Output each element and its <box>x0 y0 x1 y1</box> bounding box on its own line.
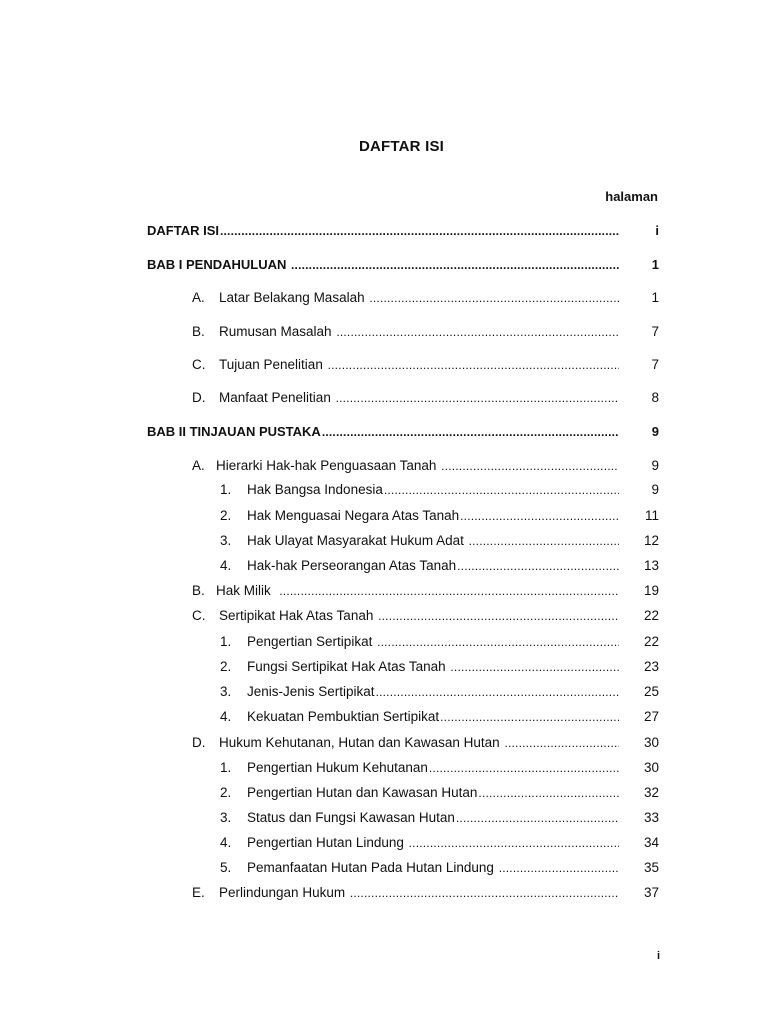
toc-dot-leader <box>429 761 619 775</box>
toc-entry-label: Hukum Kehutanan, Hutan dan Kawasan Hutan <box>219 735 504 750</box>
toc-entry <box>192 357 659 375</box>
toc-dot-leader <box>440 710 619 724</box>
toc-entry-marker: 1. <box>220 482 232 497</box>
footer-page-number: i <box>656 950 660 962</box>
toc-entry-page-number: 9 <box>651 482 659 497</box>
toc-entry <box>192 390 659 408</box>
toc-entry-marker: 1. <box>220 634 232 649</box>
toc-entry <box>220 709 659 727</box>
toc-entry <box>220 659 659 677</box>
toc-dot-leader <box>441 459 619 473</box>
toc-entry-label: Perlindungan Hukum <box>219 885 349 900</box>
toc-entry <box>192 290 659 308</box>
toc-entry-page-number: 8 <box>651 390 659 405</box>
toc-entry-page-number: 9 <box>651 424 659 439</box>
toc-entry-label: DAFTAR ISI <box>147 223 219 238</box>
toc-entry-marker: 2. <box>220 508 232 523</box>
toc-entry-label: Status dan Fungsi Kawasan Hutan <box>247 810 455 825</box>
toc-entry-page-number: 32 <box>643 785 659 800</box>
toc-dot-leader <box>499 861 619 875</box>
toc-entry <box>220 684 659 702</box>
toc-entry-page-number: 7 <box>651 357 659 372</box>
page-title: DAFTAR ISI <box>358 138 445 155</box>
toc-entry-page-number: 1 <box>651 290 659 305</box>
toc-entry-marker: 3. <box>220 533 232 548</box>
toc-entry <box>147 424 659 442</box>
toc-entry <box>192 583 659 601</box>
toc-entry-marker: C. <box>192 608 206 623</box>
toc-entry-marker: D. <box>192 390 206 405</box>
toc-entry <box>220 785 659 803</box>
toc-dot-leader <box>291 258 619 272</box>
toc-entry-marker: 4. <box>220 558 232 573</box>
toc-entry-label: Hak Bangsa Indonesia <box>247 482 383 497</box>
toc-entry-label: Pengertian Sertipikat <box>247 634 377 649</box>
toc-entry-label: Rumusan Masalah <box>219 324 336 339</box>
toc-entry-marker: 2. <box>220 785 232 800</box>
toc-entry-label: BAB I PENDAHULUAN <box>147 257 290 272</box>
toc-entry-label: Fungsi Sertipikat Hak Atas Tanah <box>247 659 450 674</box>
toc-dot-leader <box>460 509 619 523</box>
toc-entry <box>220 533 659 551</box>
toc-entry-marker: 4. <box>220 709 232 724</box>
toc-entry-label: Pengertian Hutan dan Kawasan Hutan <box>247 785 478 800</box>
toc-dot-leader <box>336 325 619 339</box>
toc-dot-leader <box>456 811 619 825</box>
toc-entry-label: Hierarki Hak-hak Penguasaan Tanah <box>216 458 441 473</box>
toc-entry <box>147 257 659 275</box>
toc-dot-leader <box>384 483 619 497</box>
toc-dot-leader <box>409 836 619 850</box>
toc-entry-label: Kekuatan Pembuktian Sertipikat <box>247 709 440 724</box>
toc-dot-leader <box>469 534 619 548</box>
toc-entry-label: BAB II TINJAUAN PUSTAKA <box>147 424 321 439</box>
toc-entry-marker: 4. <box>220 835 232 850</box>
toc-entry-marker: C. <box>192 357 206 372</box>
toc-entry-label: Pemanfaatan Hutan Pada Hutan Lindung <box>247 860 498 875</box>
toc-entry <box>147 223 659 241</box>
toc-entry-page-number: i <box>655 223 659 238</box>
toc-entry-label: Latar Belakang Masalah <box>219 290 369 305</box>
toc-entry-label: Manfaat Penelitian <box>219 390 335 405</box>
toc-dot-leader <box>376 685 619 699</box>
toc-entry-marker: 1. <box>220 760 232 775</box>
toc-entry-label: Hak Milik <box>216 583 279 598</box>
toc-dot-leader <box>478 786 619 800</box>
toc-entry-label: Jenis-Jenis Sertipikat <box>247 684 375 699</box>
toc-entry-page-number: 19 <box>643 583 659 598</box>
toc-entry-marker: B. <box>192 583 205 598</box>
toc-entry-label: Hak Menguasai Negara Atas Tanah <box>247 508 460 523</box>
toc-entry-page-number: 27 <box>643 709 659 724</box>
toc-entry-page-number: 30 <box>643 760 659 775</box>
toc-dot-leader <box>350 886 619 900</box>
toc-entry-page-number: 33 <box>643 810 659 825</box>
toc-entry-page-number: 1 <box>651 257 659 272</box>
toc-entry-page-number: 7 <box>651 324 659 339</box>
toc-entry-page-number: 30 <box>643 735 659 750</box>
toc-entry-page-number: 9 <box>651 458 659 473</box>
toc-entry <box>220 634 659 652</box>
toc-dot-leader <box>279 584 619 598</box>
toc-entry-label: Sertipikat Hak Atas Tanah <box>219 608 378 623</box>
toc-entry <box>220 810 659 828</box>
toc-entry <box>220 835 659 853</box>
toc-entry <box>220 482 659 500</box>
toc-entry <box>192 885 659 903</box>
toc-entry-marker: E. <box>192 885 205 900</box>
toc-entry-page-number: 22 <box>643 634 659 649</box>
toc-entry-label: Pengertian Hutan Lindung <box>247 835 408 850</box>
toc-entry-page-number: 23 <box>643 659 659 674</box>
toc-dot-leader <box>378 609 619 623</box>
toc-entry <box>220 558 659 576</box>
toc-entry-label: Pengertian Hukum Kehutanan <box>247 760 428 775</box>
toc-dot-leader <box>336 391 619 405</box>
toc-dot-leader <box>220 224 619 238</box>
toc-dot-leader <box>369 291 619 305</box>
toc-entry-page-number: 13 <box>643 558 659 573</box>
toc-entry-marker: 5. <box>220 860 232 875</box>
toc-dot-leader <box>450 660 619 674</box>
toc-entry-page-number: 11 <box>644 508 659 523</box>
toc-entry-marker: 3. <box>220 810 232 825</box>
toc-entry-page-number: 35 <box>643 860 659 875</box>
toc-entry <box>192 458 659 476</box>
toc-entry-label: Hak-hak Perseorangan Atas Tanah <box>247 558 457 573</box>
toc-entry <box>192 324 659 342</box>
toc-dot-leader <box>457 559 619 573</box>
toc-entry-page-number: 37 <box>643 885 659 900</box>
toc-entry-marker: 3. <box>220 684 232 699</box>
toc-entry-label: Hak Ulayat Masyarakat Hukum Adat <box>247 533 468 548</box>
toc-entry-marker: B. <box>192 324 205 339</box>
toc-entry-marker: D. <box>192 735 206 750</box>
toc-entry-page-number: 12 <box>643 533 659 548</box>
toc-entry-page-number: 22 <box>643 608 659 623</box>
toc-entry <box>220 760 659 778</box>
toc-entry <box>220 860 659 878</box>
toc-dot-leader <box>328 358 619 372</box>
toc-dot-leader <box>504 736 619 750</box>
toc-entry-marker: 2. <box>220 659 232 674</box>
toc-dot-leader <box>377 635 619 649</box>
toc-entry <box>192 735 659 753</box>
toc-entry <box>220 508 659 526</box>
toc-entry-page-number: 34 <box>643 835 659 850</box>
page-column-header: halaman <box>605 189 658 204</box>
toc-dot-leader <box>322 425 619 439</box>
toc-entry-page-number: 25 <box>643 684 659 699</box>
toc-entry-marker: A. <box>192 458 205 473</box>
toc-entry <box>192 608 659 626</box>
toc-entry-marker: A. <box>192 290 205 305</box>
toc-entry-label: Tujuan Penelitian <box>219 357 327 372</box>
